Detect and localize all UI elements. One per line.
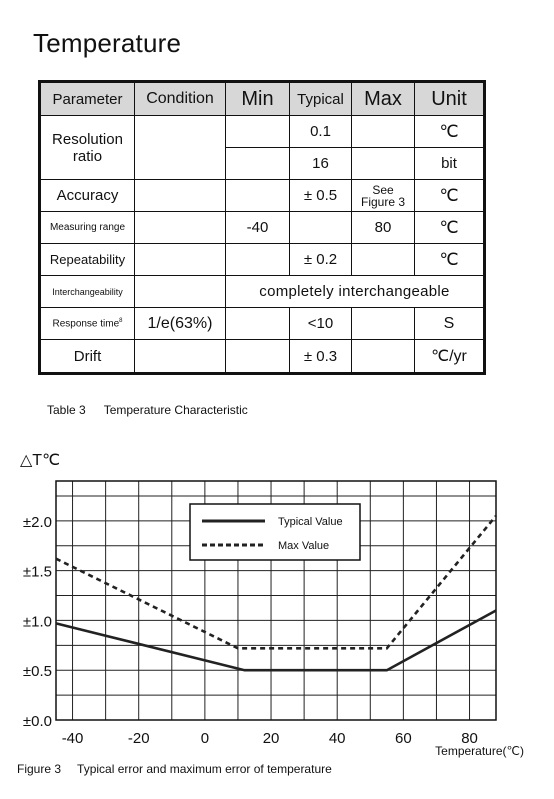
unit-repeatability: ℃ <box>415 244 485 276</box>
param-repeatability: Repeatability <box>40 244 135 276</box>
param-drift: Drift <box>40 340 135 374</box>
table-row <box>40 340 485 374</box>
cond-repeatability <box>135 244 226 276</box>
header-unit: Unit <box>415 82 485 116</box>
cond-resolution <box>135 116 226 180</box>
table-row <box>40 116 485 148</box>
param-accuracy: Accuracy <box>40 180 135 212</box>
max-repeatability <box>352 244 415 276</box>
unit-response: S <box>415 308 485 340</box>
y-tick-label: ±1.5 <box>22 563 52 581</box>
param-response-footnote: 8 <box>119 317 123 324</box>
header-condition: Condition <box>135 82 226 116</box>
min-resolution-2 <box>226 148 290 180</box>
typ-accuracy: ± 0.5 <box>290 180 352 212</box>
x-tick-label: -40 <box>61 730 84 747</box>
x-tick-label: 60 <box>395 730 412 747</box>
temperature-spec-table <box>38 80 486 375</box>
legend-label: Typical Value <box>278 516 343 528</box>
unit-resolution-2: bit <box>415 148 485 180</box>
typ-range <box>290 212 352 244</box>
typical-value-line <box>56 610 496 670</box>
table-row <box>40 308 485 340</box>
cond-response: 1/e(63%) <box>135 308 226 340</box>
max-drift <box>352 340 415 374</box>
typ-response: <10 <box>290 308 352 340</box>
y-tick-label: ±1.0 <box>22 613 52 631</box>
table-caption-text: Temperature Characteristic <box>103 403 248 417</box>
table-row <box>40 244 485 276</box>
x-tick-label: 20 <box>262 730 280 747</box>
min-drift <box>226 340 290 374</box>
typ-repeatability: ± 0.2 <box>290 244 352 276</box>
min-repeatability <box>226 244 290 276</box>
page-title: Temperature <box>33 28 182 58</box>
max-accuracy: See Figure 3 <box>352 180 415 212</box>
unit-drift: ℃/yr <box>415 340 485 374</box>
min-accuracy <box>226 180 290 212</box>
y-tick-label: ±0.0 <box>22 713 52 730</box>
x-tick-label: 80 <box>461 730 478 747</box>
param-response-label: Response time <box>52 318 120 330</box>
param-range: Measuring range <box>40 212 135 244</box>
param-response <box>40 308 135 340</box>
x-tick-label: 40 <box>328 730 346 747</box>
table-row <box>40 212 485 244</box>
table-caption-number: Table 3 <box>47 403 86 417</box>
x-axis-label: Temperature(℃) <box>435 744 524 758</box>
figure-caption-text: Typical error and maximum error of temperature <box>77 762 332 776</box>
legend-box <box>190 504 360 560</box>
x-tick-label: 0 <box>200 730 210 747</box>
figure-caption <box>17 762 332 776</box>
unit-range: ℃ <box>415 212 485 244</box>
min-response <box>226 308 290 340</box>
x-tick-label: -20 <box>127 730 150 747</box>
max-resolution-2 <box>352 148 415 180</box>
header-min: Min <box>226 82 290 116</box>
legend-label: Max Value <box>278 540 330 552</box>
header-typical: Typical <box>290 82 352 116</box>
table-row <box>40 180 485 212</box>
table-row <box>40 276 485 308</box>
min-resolution <box>226 116 290 148</box>
temperature-error-chart <box>0 440 554 760</box>
figure-caption-number: Figure 3 <box>17 762 62 776</box>
max-response <box>352 308 415 340</box>
cond-interchangeability <box>135 276 226 308</box>
typ-drift: ± 0.3 <box>290 340 352 374</box>
max-range: 80 <box>352 212 415 244</box>
unit-accuracy: ℃ <box>415 180 485 212</box>
table-caption <box>47 403 248 417</box>
param-interchangeability: Interchangeability <box>40 276 135 308</box>
table-header-row <box>40 82 485 116</box>
typ-resolution-2: 16 <box>290 148 352 180</box>
cond-drift <box>135 340 226 374</box>
unit-resolution-1: ℃ <box>415 116 485 148</box>
header-max: Max <box>352 82 415 116</box>
header-parameter: Parameter <box>40 82 135 116</box>
typ-resolution-1: 0.1 <box>290 116 352 148</box>
y-tick-label: ±2.0 <box>22 513 52 531</box>
y-tick-label: ±0.5 <box>22 663 52 681</box>
cond-range <box>135 212 226 244</box>
y-axis-label: △T℃ <box>20 452 61 469</box>
max-resolution <box>352 116 415 148</box>
value-interchangeability: completely interchangeable <box>226 276 485 308</box>
param-resolution: Resolution ratio <box>40 116 135 180</box>
min-range: -40 <box>226 212 290 244</box>
cond-accuracy <box>135 180 226 212</box>
